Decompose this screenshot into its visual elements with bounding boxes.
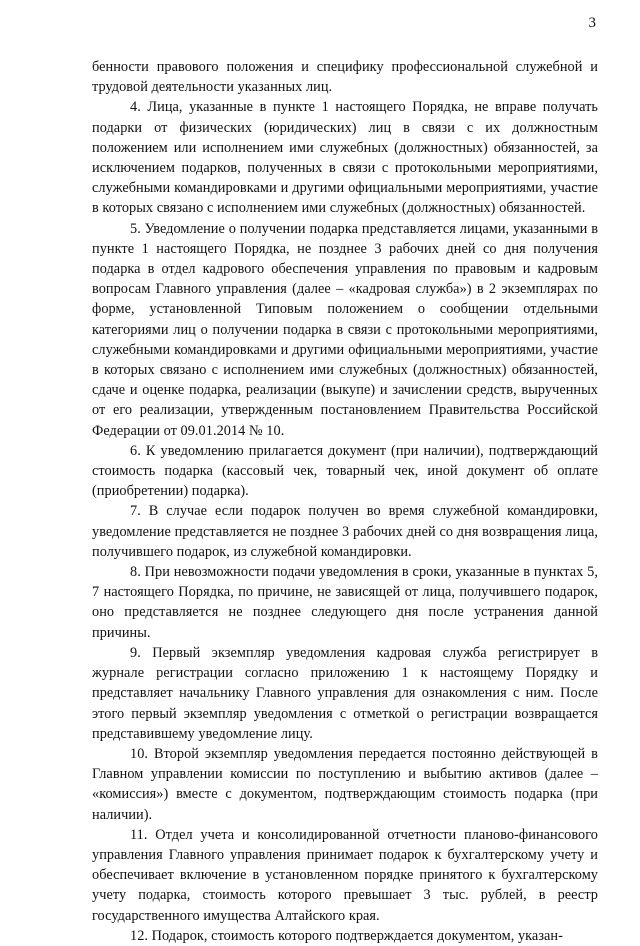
paragraph-item-7: 7. В случае если подарок получен во время служебной командировки, уведомление представляется не позднее 3 рабочих дней со дня возвращения лица, получившего подарок, из служебной командировки. [92, 503, 598, 560]
paragraph-item-8: 8. При невозможности подачи уведомления в сроки, указанные в пунктах 5, 7 настоящего Порядка, по причине, не зависящей от лица, получившего подарок, оно представляется не позднее следующего дня после устранения данной причины. [92, 564, 598, 641]
paragraph-item-6: 6. К уведомлению прилагается документ (при наличии), подтверждающий стоимость подарка (кассовый чек, товарный чек, иной документ об оплате (приобретении) подарка). [92, 442, 598, 500]
paragraph-item-4: 4. Лица, указанные в пункте 1 настоящего Порядка, не вправе получать подарки от физических (юридических) лиц в связи с их должностным положением или исполнением ими служебных (должностных) обязанностей, за исключением подарков, полученных в связи с протокольными мероприятиями, служебными командировками и другими официальными мероприятиями, участие в которых связано с исполнением ими служебных (должностных) обязанностей. [92, 99, 598, 217]
paragraph-item-12: 12. Подарок, стоимость которого подтверждается документом, указан- [130, 927, 563, 944]
paragraph-continuation: бенности правового положения и специфику профессиональной служебной и трудовой деятельности указанных лиц. [92, 59, 598, 96]
paragraph-item-5: 5. Уведомление о получении подарка представляется лицами, указанными в пункте 1 настоящего Порядка, не позднее 3 рабочих дней со дня получения подарка в отдел кадрового обеспечения управления по правовым и кадровым вопросам Главного управления (далее – «кадровая служба») в 2 экземплярах по форме, установленной Типовым положением о сообщении отдельными категориями лиц о получении подарка в связи с протокольными мероприятиями, служебными командировками и другими официальными мероприятиями, участие в которых связано с исполнением ими служебных (должностных) обязанностей, сдаче и оценке подарка, реализации (выкупе) и зачислении средств, вырученных от его реализации, утвержденным постановлением Правительства Российской Федерации от 09.01.2014 № 10. [92, 220, 598, 439]
paragraph-item-11: 11. Отдел учета и консолидированной отчетности планово-финансового управления Главного управления принимает подарок к бухгалтерскому учету и обеспечивает включение в установленном порядке принятого к бухгалтерскому учету подарка, стоимость которого превышает 3 тыс. рублей, в реестр государственного имущества Алтайского края. [92, 826, 598, 924]
page-number: 3 [588, 15, 596, 31]
document-body [92, 57, 598, 946]
paragraph-item-9: 9. Первый экземпляр уведомления кадровая служба регистрирует в журнале регистрации согласно приложению 1 к настоящему Порядку и представляет начальнику Главного управления для ознакомления с ним. После этого первый экземпляр уведомления с отметкой о регистрации возвращается представившему уведомление лицу. [92, 644, 598, 742]
paragraph-item-10: 10. Второй экземпляр уведомления передается постоянно действующей в Главном управлении комиссии по поступлению и выбытию активов (далее – «комиссия») вместе с документом, подтверждающим стоимость подарка (при наличии). [92, 745, 598, 823]
